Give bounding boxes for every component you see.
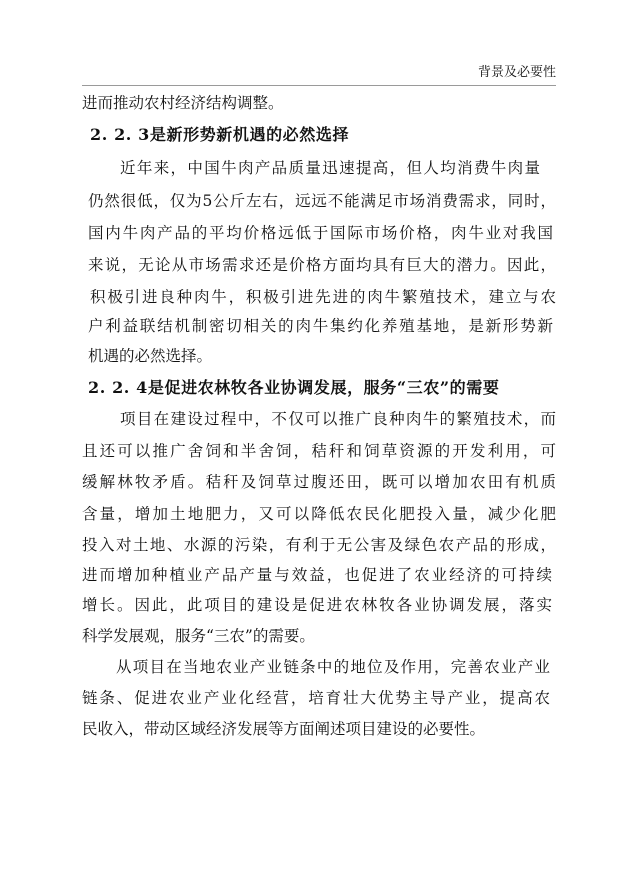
section-heading: 2. 2. 3是新形势新机遇的必然选择 <box>90 125 350 144</box>
text-line: 缓解林牧矛盾。秸秆及饲草过腹还田，既可以增加农田有机质 <box>82 473 556 491</box>
text-line: 增长。因此，此项目的建设是促进农林牧各业协调发展，落实 <box>82 596 552 614</box>
text-line: 机遇的必然选择。 <box>88 347 213 365</box>
text-line: 户利益联结机制密切相关的肉牛集约化养殖基地，是新形势新 <box>88 317 553 335</box>
text-line: 民收入，带动区域经济发展等方面阐述项目建设的必要性。 <box>82 720 486 738</box>
text-line: 从项目在当地农业产业链条中的地位及作用，完善农业产业 <box>116 658 550 676</box>
text-line: 链条、促进农业产业化经营，培育壮大优势主导产业，提高农 <box>82 689 550 707</box>
text-line: 且还可以推广舍饲和半舍饲，秸秆和饲草资源的开发利用，可 <box>82 442 556 460</box>
text-line: 投入对土地、水源的污染，有利于无公害及绿色农产品的形成， <box>82 536 556 554</box>
text-line: 积极引进良种肉牛，积极引进先进的肉牛繁殖技术，建立与农 <box>90 288 556 306</box>
text-line: 进而增加种植业产品产量与效益，也促进了农业经济的可持续 <box>82 566 552 584</box>
text-line: 科学发展观，服务“三农”的需要。 <box>82 627 315 645</box>
text-line: 国内牛肉产品的平均价格远低于国际市场价格，肉牛业对我国 <box>88 224 553 242</box>
section-heading: 2. 2. 4是促进农林牧各业协调发展，服务“三农”的需要 <box>88 378 500 397</box>
text-line: 来说，无论从市场需求还是价格方面均具有巨大的潜力。因此， <box>88 256 556 274</box>
text-line: 近年来，中国牛肉产品质量迅速提高，但人均消费牛肉量 <box>120 159 540 177</box>
text-line: 项目在建设过程中，不仅可以推广良种肉牛的繁殖技术，而 <box>120 410 556 428</box>
running-header: 背景及必要性 <box>477 65 556 80</box>
text-line: 含量，增加土地肥力，又可以降低农民化肥投入量，减少化肥 <box>82 505 556 523</box>
text-line: 进而推动农村经济结构调整。 <box>82 94 284 112</box>
text-line: 仍然很低，仅为5公斤左右，远远不能满足市场消费需求，同时， <box>88 192 556 210</box>
header-divider <box>82 85 556 86</box>
